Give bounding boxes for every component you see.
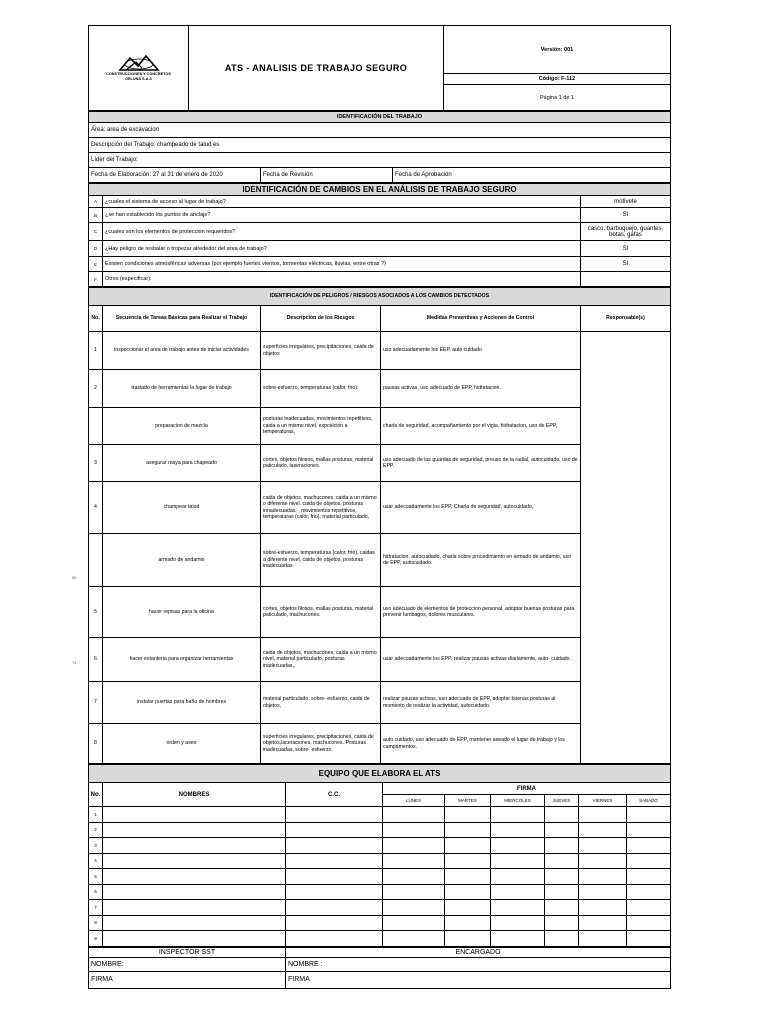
team-signature-cell[interactable] [579,838,627,854]
team-signature-cell[interactable] [545,869,579,885]
risk-measures: uso adecuado de las guardas de seguridad, preuso de la radial, autocuidado, uso de EPP. [381,445,581,482]
change-question: Existen condiciones atmosféricas adversas (por ejemplo fuertes vientos, tormentas eléctricas, lluvias, entre otras ?) [103,257,581,272]
change-letter: F [89,272,103,287]
team-name-cell[interactable] [103,853,286,869]
company-name: CONSTRUCCIONES Y CONCRETOS [106,72,171,77]
area-field: Área: area de excavacion [89,123,671,138]
changes-title: IDENTIFICACIÓN DE CAMBIOS EN EL ANÁLISIS DE TRABAJO SEGURO [89,184,671,196]
team-cc-cell[interactable] [286,900,383,916]
risks-table [88,287,671,764]
risk-no: 6 [89,638,103,682]
risk-row [89,332,671,370]
risk-measures: auto cuidado, uso adecuado de EPP, mantener aseado el lugar de trabajo y los campamentos. [381,724,581,764]
team-signature-cell[interactable] [545,838,579,854]
risks-col-desc: Descripción de los Riesgos [261,306,381,332]
day-header: MARTES [445,795,491,807]
approval-date: Fecha de Aprobación [393,168,671,183]
leader-field: Líder del Trabajo: [89,153,671,168]
team-signature-cell[interactable] [491,853,545,869]
risk-no: 2 [89,370,103,408]
team-row [89,822,671,838]
change-row [89,208,671,223]
change-letter: B [89,208,103,223]
company-subname: GELUNA S.A.S [125,77,152,81]
team-row [89,838,671,854]
risk-task: champear talud [103,482,261,534]
team-name-cell[interactable] [103,822,286,838]
team-cc-cell[interactable] [286,884,383,900]
change-answer[interactable]: motivete [581,196,671,208]
risk-measures: realizar pausas activas, uso adecuado de EPP, adoptar buenas posturas al momento de realizar la actividad, autocuidado. [381,682,581,724]
team-signature-cell[interactable] [579,931,627,947]
risks-col-task: Secuencia de Tareas Básicas para Realizar el Trabajo [103,306,261,332]
inspector-signature-field[interactable]: FIRMA [89,971,286,988]
change-question: ¿cuales son los elementos de proteccion requeridos? [103,223,581,241]
team-signature-cell[interactable] [383,931,445,947]
team-col-names: NOMBRES [103,783,286,807]
team-signature-cell[interactable] [545,853,579,869]
description-field: Descripción del Trabajo: champeado de talud es [89,138,671,153]
risk-measures: uso adecuadamente los EEP, auto cuidado [381,332,581,370]
team-table [88,764,671,947]
risks-title: IDENTIFICACIÓN DE PELIGROS / RIESGOS ASOCIADOS A LOS CAMBIOS DETECTADOS [89,288,671,306]
risk-desc: caida de objetos, machucones, caida a un mismo o diferente nivel. caida de objetos, posturas innadecuadas, , movimientos repetitivos, temperaturas (calor, frio), material particulado, [261,482,381,534]
team-row-no: 1 [89,807,103,823]
risks-col-measures: Medidas Preventivas y Acciones de Control [381,306,581,332]
team-row [89,869,671,885]
team-signature-cell[interactable] [545,884,579,900]
risk-task: orden y aseo [103,724,261,764]
team-col-firma: FIRMA [383,783,671,795]
team-signature-cell[interactable] [491,807,545,823]
day-header: SABADO [627,795,671,807]
team-signature-cell[interactable] [445,869,491,885]
inspector-label: INSPECTOR SST [89,947,286,957]
team-row [89,931,671,947]
team-name-cell[interactable] [103,915,286,931]
risk-measures: usar adecuadamente los EPP, Charla de seguridad, autocuidado, [381,482,581,534]
team-name-cell[interactable] [103,869,286,885]
team-signature-cell[interactable] [445,900,491,916]
team-row-no: 8 [89,915,103,931]
team-signature-cell[interactable] [445,822,491,838]
risk-task: inspeccionar el area de trabajo antes de iniciar actividades [103,332,261,370]
risk-desc: caida de objetos, machucones, caida a un mismo nivel, material particulado, posturas inadecuadas,. [261,638,381,682]
team-signature-cell[interactable] [627,884,671,900]
risk-desc: material particulado, sobre- esfuerzo, caida de objetos, [261,682,381,724]
team-signature-cell[interactable] [445,931,491,947]
team-cc-cell[interactable] [286,822,383,838]
company-logo [89,26,189,111]
team-signature-cell[interactable] [383,853,445,869]
risks-col-resp: Responsable(s) [581,306,671,332]
day-header: MIERCOLES [491,795,545,807]
team-signature-cell[interactable] [627,915,671,931]
team-signature-cell[interactable] [545,915,579,931]
team-cc-cell[interactable] [286,915,383,931]
change-question: ¿cuales el sistema de acceso al lugar de trabajo? [103,196,581,208]
team-signature-cell[interactable] [383,900,445,916]
team-row-no: 9 [89,931,103,947]
risk-no [89,408,103,445]
risk-measures: pausas activas, uso adecuado de EPP, hidratacion. [381,370,581,408]
team-signature-cell[interactable] [383,838,445,854]
risk-no: 3 [89,445,103,482]
change-answer[interactable]: casco, barboquejo, guantes, botas, gafas [581,223,671,241]
team-signature-cell[interactable] [383,915,445,931]
team-signature-cell[interactable] [445,853,491,869]
risk-task: armado de andamio [103,534,261,587]
team-row-no: 2 [89,822,103,838]
team-cc-cell[interactable] [286,869,383,885]
version-label: Versión: 001 [444,26,671,74]
change-question: ¿se han establecido los puntos de anclaje? [103,208,581,223]
job-identification [88,111,671,183]
team-signature-cell[interactable] [579,822,627,838]
risk-desc: cortes, objetos filosos, mallas posturas, material paticulado, laseraciones. [261,445,381,482]
team-signature-cell[interactable] [383,869,445,885]
risk-no: 7 [89,682,103,724]
risk-no [89,534,103,587]
risk-no: 5 [89,587,103,638]
team-col-no: No. [89,783,103,807]
team-row-no: 3 [89,838,103,854]
risk-desc: sobre-esfuerzo, temperaturas (calor, frio) [261,370,381,408]
risk-measures: hidratacion, autocuidado, charla sobre procedimiento en armado de andamio, uso de EPP, autocuidado. [381,534,581,587]
team-signature-cell[interactable] [627,807,671,823]
team-signature-cell[interactable] [627,838,671,854]
team-row [89,915,671,931]
team-signature-cell[interactable] [627,931,671,947]
team-signature-cell[interactable] [579,884,627,900]
change-row [89,272,671,287]
change-answer[interactable]: SI [581,208,671,223]
change-answer[interactable] [581,272,671,287]
team-name-cell[interactable] [103,884,286,900]
team-row [89,807,671,823]
job-section-title: IDENTIFICACIÓN DEL TRABAJO [89,112,671,123]
risk-desc: superficies irregulares, precipitaciones, caida de objetos,laceraciones, machucones. Posturas inadecuadas, sobre- esfuerzo. [261,724,381,764]
team-signature-cell[interactable] [627,869,671,885]
team-signature-cell[interactable] [579,915,627,931]
team-row [89,900,671,916]
risk-task: hacer estanteria para organizar herramientas [103,638,261,682]
risk-desc: superficies irregulares, precipitaciones, caida de objetos [261,332,381,370]
change-question: Otros (especificar): [103,272,581,287]
encargado-name-field[interactable]: NOMBRE : [286,957,671,971]
team-row-no: 6 [89,884,103,900]
change-row [89,257,671,272]
risk-measures: uso adecuado de elementos de proteccion personal, adoptar buenas posturas para prevenir lumbagos, dolores musculares. [381,587,581,638]
change-row [89,241,671,257]
change-letter: C [89,223,103,241]
encargado-signature-field[interactable]: FIRMA [286,971,671,988]
team-signature-cell[interactable] [445,807,491,823]
change-letter: E [89,257,103,272]
change-question: ¿Hay peligro de resbalar o tropezar alrededor del area de trabajo? [103,241,581,257]
team-signature-cell[interactable] [383,807,445,823]
risk-desc: sobre-esfuerzo, temperaturas (calor, frio), caidas a diferente nivel, caida de objetos, posturas inadecuadas. [261,534,381,587]
team-name-cell[interactable] [103,807,286,823]
form-header [88,25,671,111]
risk-task: instalar puertas para baño de hombres [103,682,261,724]
team-signature-cell[interactable] [445,915,491,931]
day-header: LUNES [383,795,445,807]
team-title: EQUIPO QUE ELABORA EL ATS [89,765,671,783]
change-answer[interactable]: SI [581,257,671,272]
team-signature-cell[interactable] [383,884,445,900]
risk-task: traslado de herramientas la lugar de trabajo [103,370,261,408]
risk-desc: cortes, objetos filosos, mallas posturas, material paticulado, machucones. [261,587,381,638]
team-signature-cell[interactable] [491,915,545,931]
changes-table [88,183,671,287]
team-cc-cell[interactable] [286,931,383,947]
risk-measures: usar adecuadamente los EPP, realizar pausas activas diariamente, auto- cuidado. [381,638,581,682]
team-signature-cell[interactable] [545,900,579,916]
team-signature-cell[interactable] [383,822,445,838]
elaboration-date: Fecha de Elaboración: 27 al 31 de enero de 2020 [89,168,261,183]
team-cc-cell[interactable] [286,807,383,823]
inspector-name-field[interactable]: NOMBRE: [89,957,286,971]
team-signature-cell[interactable] [491,900,545,916]
team-row-no: 7 [89,900,103,916]
team-signature-cell[interactable] [545,822,579,838]
team-signature-cell[interactable] [545,807,579,823]
team-signature-cell[interactable] [491,822,545,838]
change-row [89,196,671,208]
team-row [89,853,671,869]
risk-desc: posturas inadecuadas, movimientos repetitivos, caida a un mismo nivel, exposicion a temperaturas, [261,408,381,445]
day-header: VIERNES [579,795,627,807]
team-signature-cell[interactable] [545,931,579,947]
team-row-no: 4 [89,853,103,869]
ats-form [88,25,670,989]
team-signature-cell[interactable] [579,853,627,869]
team-name-cell[interactable] [103,900,286,916]
team-signature-cell[interactable] [627,853,671,869]
logo-icon [116,54,162,72]
risk-task: asegurar maya para chapeado [103,445,261,482]
side-mark-1: 00 [72,575,77,580]
team-signature-cell[interactable] [579,900,627,916]
team-signature-cell[interactable] [579,807,627,823]
team-cc-cell[interactable] [286,853,383,869]
team-signature-cell[interactable] [491,838,545,854]
risk-task: hacer repisas para la oficina [103,587,261,638]
team-signature-cell[interactable] [491,869,545,885]
risks-col-no: No. [89,306,103,332]
risk-no: 4 [89,482,103,534]
code-label: Código: F-112 [444,74,671,85]
team-name-cell[interactable] [103,838,286,854]
risk-no: 8 [89,724,103,764]
day-header: JUEVES [545,795,579,807]
team-row-no: 5 [89,869,103,885]
side-mark-2: 74 [72,660,77,665]
risk-no: 1 [89,332,103,370]
team-signature-cell[interactable] [491,931,545,947]
risk-responsible[interactable] [581,332,671,764]
team-row [89,884,671,900]
risk-task: preparacion de mezcla [103,408,261,445]
team-signature-cell[interactable] [627,822,671,838]
team-signature-cell[interactable] [627,900,671,916]
change-answer[interactable]: SI [581,241,671,257]
team-signature-cell[interactable] [445,838,491,854]
revision-date: Fecha de Revisión [261,168,393,183]
change-letter: D [89,241,103,257]
team-col-cc: C.C. [286,783,383,807]
team-signature-cell[interactable] [579,869,627,885]
change-letter: A [89,196,103,208]
team-name-cell[interactable] [103,931,286,947]
team-cc-cell[interactable] [286,838,383,854]
form-title: ATS - ANALISIS DE TRABAJO SEGURO [189,26,444,111]
team-signature-cell[interactable] [491,884,545,900]
risk-measures: charla de seguridad, acompañamiento por el vigia, hidratacion, uso de EPP, [381,408,581,445]
team-signature-cell[interactable] [445,884,491,900]
signatures-table [88,947,671,989]
encargado-label: ENCARGADO [286,947,671,957]
change-row [89,223,671,241]
page-label: Página 1 de 1 [444,85,671,111]
